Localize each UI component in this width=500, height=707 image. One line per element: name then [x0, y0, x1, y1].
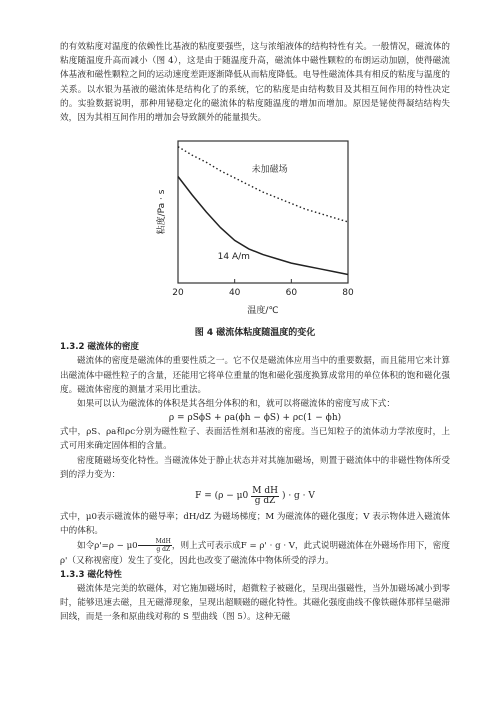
apparent-density-numerator: MdH — [138, 538, 172, 546]
paragraph-buoyancy-symbols: 式中，μ0表示磁流体的磁导率；dH/dZ 为磁场梯度；M 为磁流体的磁化强度；V 表示物体进入磁流体中的体积。 — [60, 512, 450, 537]
annotation-no-field: 未加磁场 — [251, 165, 288, 176]
buoyancy-eq-left: F = (ρ − μ0 — [195, 491, 249, 502]
y-axis-label: 粘度/Pa · s — [157, 189, 167, 235]
plot-frame — [178, 141, 348, 283]
paragraph-apparent-density — [60, 538, 450, 567]
buoyancy-eq-denominator: g dZ — [254, 495, 276, 506]
buoyancy-eq-numerator: M dH — [252, 485, 278, 496]
series-line-0 — [178, 147, 348, 222]
paragraph-density-field: 密度随磁场变化特性。当磁流体处于静止状态并对其施加磁场，则置于磁流体中的非磁性物体所受到的浮力变为： — [60, 455, 450, 480]
paragraph-density-formula-intro: 如果可以认为磁流体的体积是其各组分体积的和，就可以将磁流体的密度写成下式： — [77, 399, 395, 410]
paragraph-magnetization: 磁流体是完美的软磁体，对它施加磁场时，超微粒子被磁化，呈现出强磁性，当外加磁场减小到零时，能够迅速去磁，且无磁滞现象，呈现出超顺磁的磁化特性。其磁化强度曲线不像铁磁体那样呈磁滞回线，而是一条和原曲线对称的 S 型曲线（图 5）。这种无磁 — [60, 584, 450, 623]
apparent-density-lead: 如令ρ'=ρ − μ0 — [77, 541, 138, 552]
buoyancy-equation — [60, 482, 450, 510]
section-heading-density: 1.3.2 磁流体的密度 — [60, 342, 140, 353]
x-tick-label-2: 60 — [285, 288, 298, 299]
figure-caption: 图 4 磁流体粘度随温度的变化 — [194, 328, 316, 339]
paragraph-density-symbols: 式中，ρS、ρa和ρc分别为磁性粒子、表面活性剂和基液的密度。当已知粒子的流体动力学浓度时，上式可用来确定固体相的含量。 — [60, 427, 450, 452]
viscosity-chart — [108, 131, 408, 319]
annotation-field-14: 14 A/m — [217, 252, 250, 263]
paragraph-density: 磁流体的密度是磁流体的重要性质之一。它不仅是磁流体应用当中的重要数据，而且能用它来计算出磁流体中磁性粒子的含量，还能用它将单位重量的饱和磁化强度换算成常用的单位体积的饱和磁化强度。磁流体密度的测量才采用比重法。 — [60, 356, 450, 395]
apparent-density-rest: ，则上式可表示成F = ρ' · g · V，此式说明磁流体在外磁场作用下，密度ρ'（又称视密度）发生了变化，因此也改变了磁流体中物体所受的浮力。 — [60, 541, 450, 566]
section-heading-magnetization: 1.3.3 磁化特性 — [60, 569, 122, 580]
plot-area — [155, 141, 354, 316]
series-line-1 — [178, 177, 348, 275]
x-tick-label-3: 80 — [342, 288, 354, 299]
x-tick-label-0: 20 — [172, 288, 184, 299]
paragraph-viscosity: 的有效粘度对温度的依赖性比基液的粘度要强些，这与浓缩液体的结构特性有关。一般情况，磁流体的粘度随温度升高而减小（图 4），这是由于随温度升高，磁流体中磁性颗粒的布朗运动加剧，使得磁流体基液和磁性颗粒之间的运动速度差距逐渐降低从而粘度降低。电导性磁流体具有相反的粘度与温度的关系。以水银为基液的磁流体是结构化了的系统，它的粘度是由结构数目及其相互间作用的特性决定的。实验数据说明，那种用铋稳定化的磁流体的粘度随温度的增加而增加。原因是铋使得凝结结构失效，因为其相互间作用的增加会导致额外的能量损失。 — [60, 42, 450, 124]
apparent-density-denominator: g dZ — [156, 546, 171, 554]
buoyancy-eq-right: ) · g · V — [281, 491, 315, 502]
figure-4 — [60, 131, 450, 323]
page-content — [60, 40, 450, 625]
density-equation: ρ = ρSϕS + ρa(ϕh − ϕS) + ρc(1 − ϕh) — [168, 413, 342, 424]
x-tick-label-1: 40 — [228, 288, 241, 299]
x-axis-label: 温度/℃ — [247, 306, 279, 317]
